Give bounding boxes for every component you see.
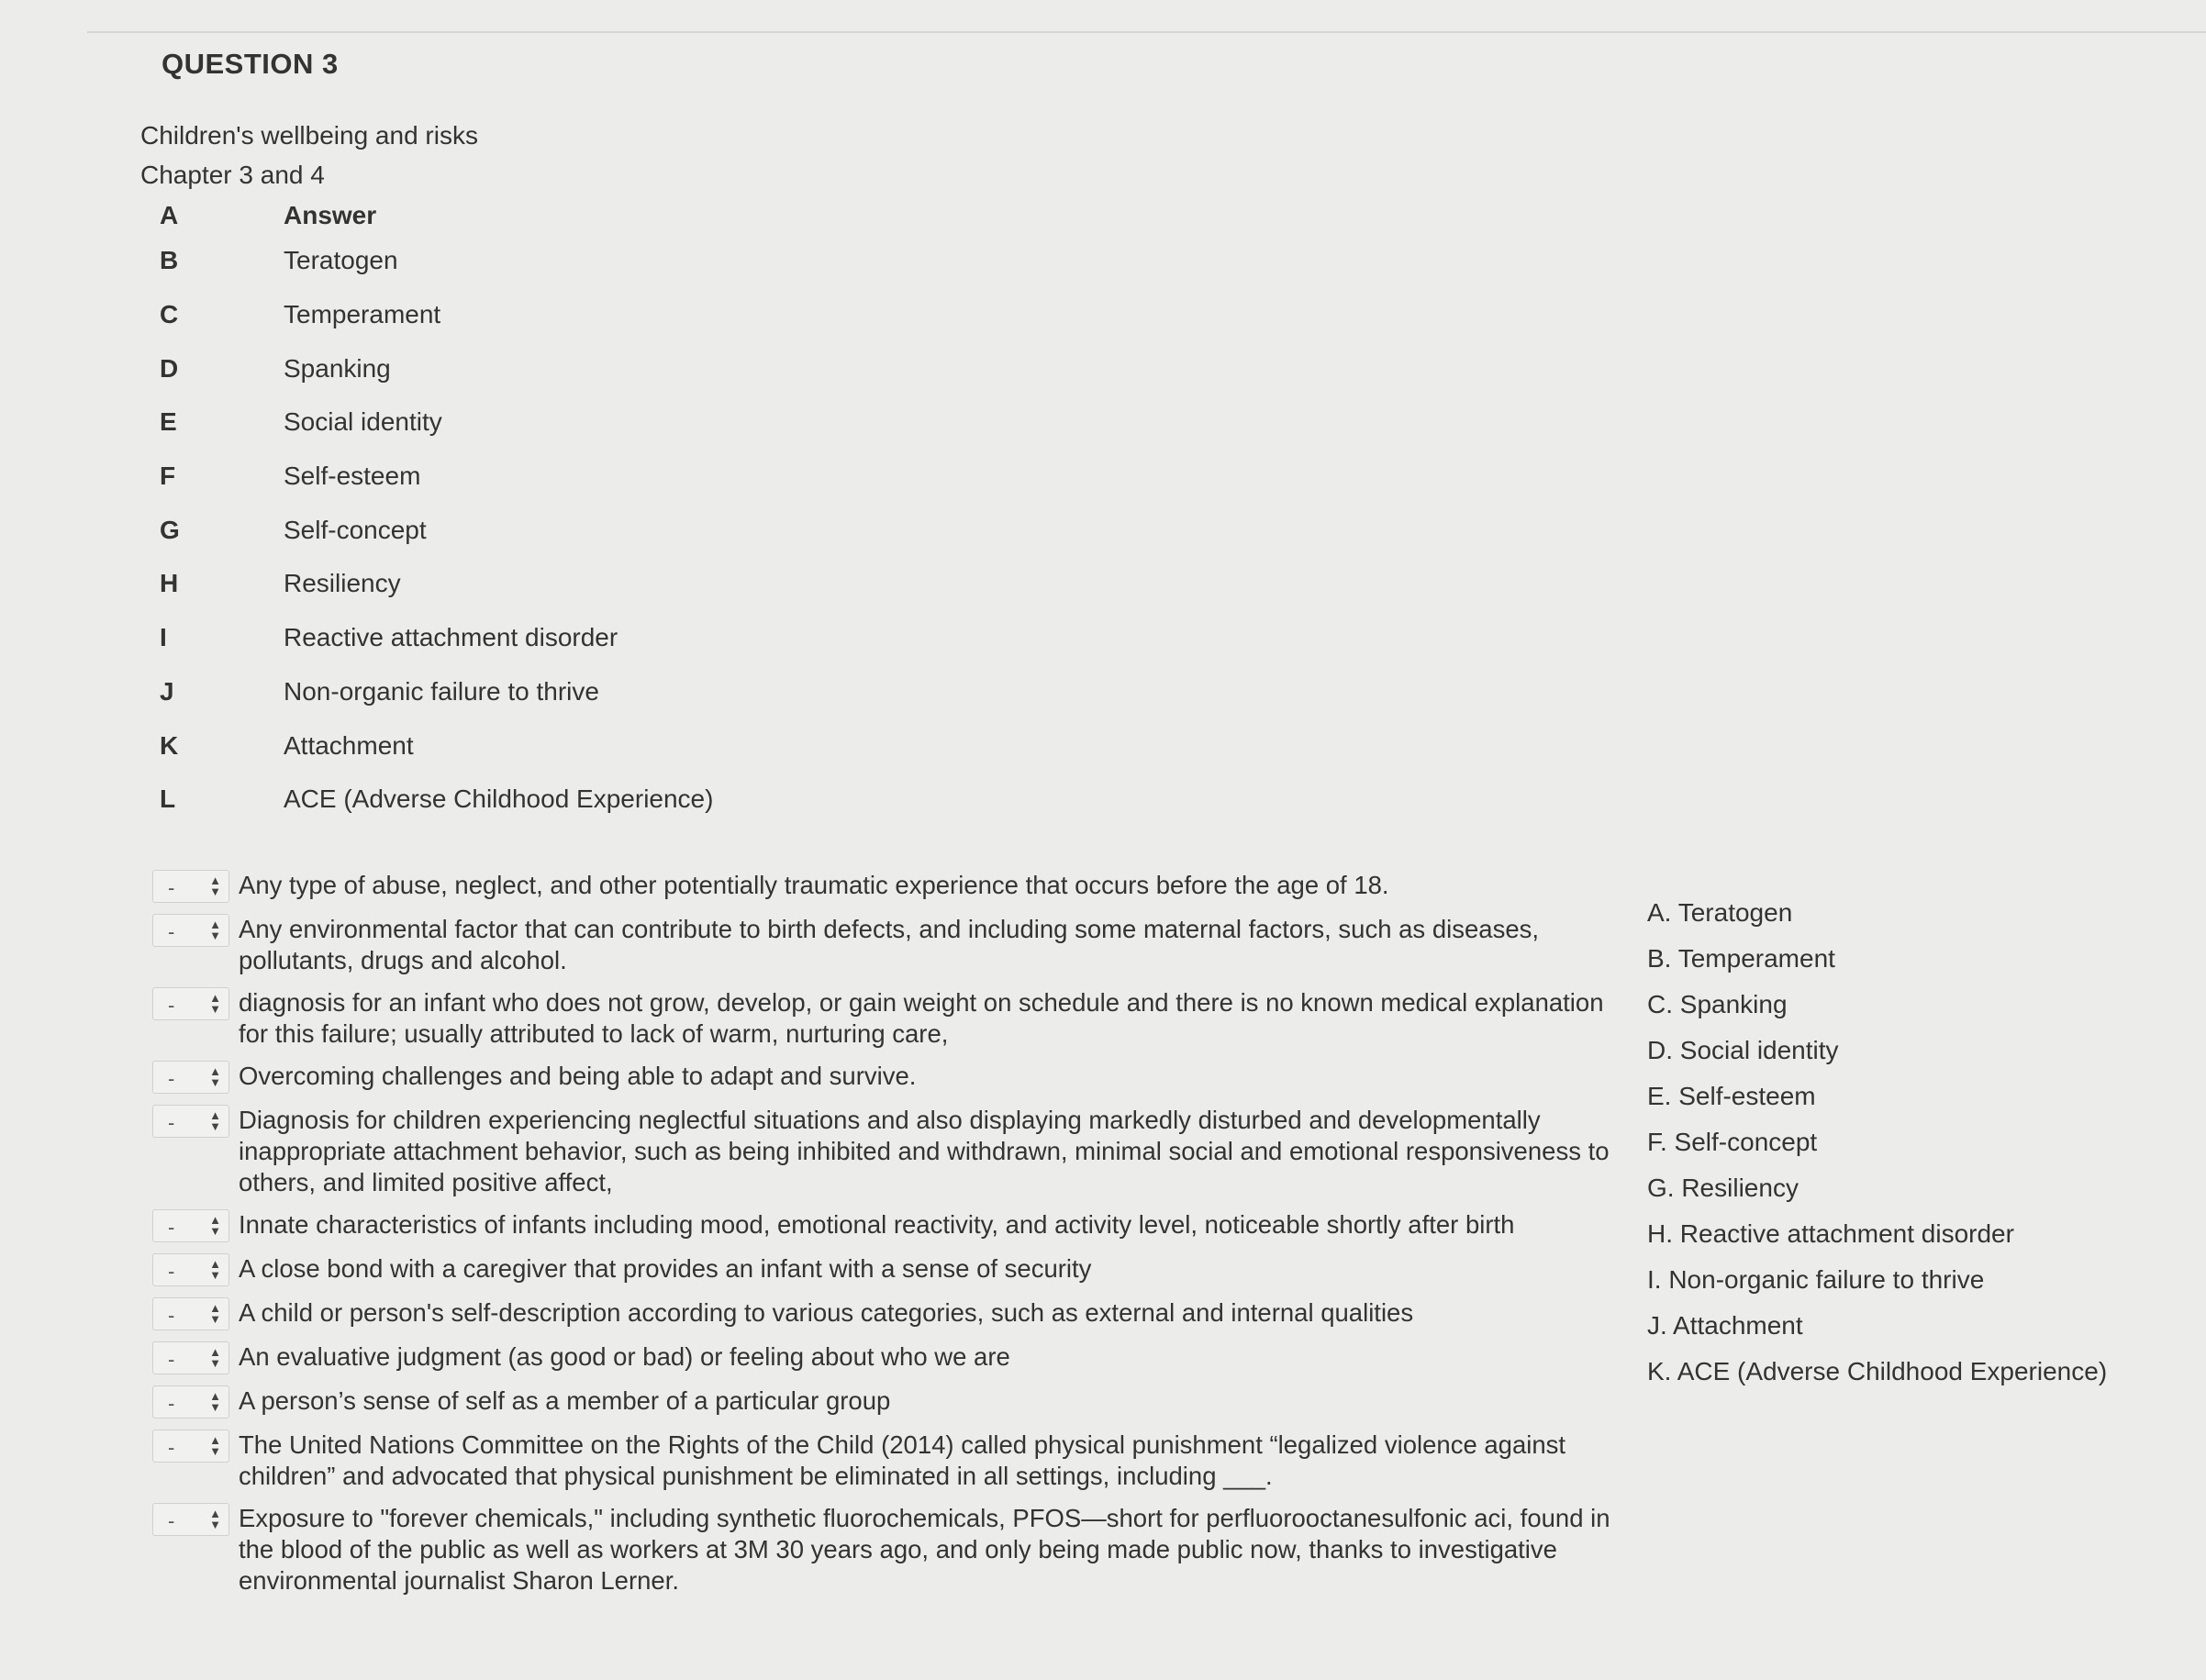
answer-table-row bbox=[152, 450, 713, 504]
row-letter: C bbox=[160, 300, 179, 329]
top-divider bbox=[87, 31, 2206, 33]
answer-select[interactable] bbox=[152, 1430, 229, 1463]
choice-list bbox=[1647, 890, 2107, 1395]
row-term: ACE (Adverse Childhood Experience) bbox=[284, 784, 714, 814]
matching-item-row bbox=[152, 1341, 1639, 1374]
item-description: diagnosis for an infant who does not grow, develop, or gain weight on schedule and there is no known medical explanation for this failure; usually attributed to lack of warm, nurturing care, bbox=[239, 988, 1604, 1048]
answer-select[interactable] bbox=[152, 1503, 229, 1536]
select-value: - bbox=[168, 1392, 175, 1415]
choice-option: D. Social identity bbox=[1647, 1036, 1839, 1064]
select-value: - bbox=[168, 1304, 175, 1327]
item-description: Any type of abuse, neglect, and other potentially traumatic experience that occurs before the age of 18. bbox=[239, 871, 1389, 899]
choice-option: C. Spanking bbox=[1647, 990, 1788, 1018]
matching-item-row bbox=[152, 1385, 1639, 1419]
select-arrows-icon: ▲ ▼ bbox=[209, 991, 221, 1016]
item-description: A close bond with a caregiver that provides an infant with a sense of security bbox=[239, 1254, 1092, 1283]
item-description: Exposure to "forever chemicals," including synthetic fluorochemicals, PFOS—short for perfluorooctanesulfonic aci, found in the blood of the public as well as workers at 3M 30 years ago, and only being made public now, thanks to investigative environmental journalist Sharon Lerner. bbox=[239, 1504, 1610, 1595]
answer-table-row bbox=[152, 611, 713, 665]
matching-item-row bbox=[152, 1105, 1639, 1198]
choice-option: A. Teratogen bbox=[1647, 898, 1793, 927]
matching-items bbox=[152, 870, 1639, 1597]
choice-option: E. Self-esteem bbox=[1647, 1082, 1816, 1110]
answer-select[interactable] bbox=[152, 1385, 229, 1419]
row-letter: B bbox=[160, 246, 179, 275]
item-description: Innate characteristics of infants including mood, emotional reactivity, and activity level, noticeable shortly after birth bbox=[239, 1210, 1515, 1239]
select-value: - bbox=[168, 1436, 175, 1459]
answer-select[interactable] bbox=[152, 870, 229, 903]
answer-table-row bbox=[152, 665, 713, 719]
row-letter: F bbox=[160, 462, 176, 491]
answer-table-row bbox=[152, 557, 713, 611]
answer-select[interactable] bbox=[152, 1341, 229, 1374]
select-arrows-icon: ▲ ▼ bbox=[209, 1213, 221, 1238]
item-description: The United Nations Committee on the Rights of the Child (2014) called physical punishment “legalized violence against children” and advocated that physical punishment be eliminated in all settings, including ___. bbox=[239, 1430, 1566, 1490]
answer-select[interactable] bbox=[152, 1253, 229, 1286]
row-letter: D bbox=[160, 353, 179, 383]
choice-option: G. Resiliency bbox=[1647, 1174, 1799, 1202]
answer-table-row bbox=[152, 288, 713, 342]
select-value: - bbox=[168, 1348, 175, 1371]
answer-select[interactable] bbox=[152, 987, 229, 1020]
row-letter: J bbox=[160, 676, 174, 706]
matching-item-row bbox=[152, 1253, 1639, 1286]
choice-option: F. Self-concept bbox=[1647, 1128, 1818, 1156]
select-value: - bbox=[168, 920, 175, 943]
item-description: Diagnosis for children experiencing neglectful situations and also displaying markedly disturbed and developmentally inappropriate attachment behavior, such as being inhibited and withdrawn, minimal social and emotional responsiveness to others, and limited positive affect, bbox=[239, 1106, 1610, 1196]
choice-option: J. Attachment bbox=[1647, 1311, 1803, 1340]
answer-table-row bbox=[152, 503, 713, 557]
select-arrows-icon: ▲ ▼ bbox=[209, 873, 221, 898]
matching-item-row bbox=[152, 914, 1639, 976]
answer-table-row bbox=[152, 773, 713, 827]
header-answer: Answer bbox=[284, 201, 377, 229]
select-value: - bbox=[168, 1260, 175, 1283]
row-letter: L bbox=[160, 784, 176, 814]
row-term: Spanking bbox=[284, 353, 391, 383]
intro-line-2: Chapter 3 and 4 bbox=[140, 161, 325, 189]
row-letter: G bbox=[160, 515, 180, 544]
answer-select[interactable] bbox=[152, 1061, 229, 1094]
row-term: Attachment bbox=[284, 730, 414, 760]
item-description: An evaluative judgment (as good or bad) or feeling about who we are bbox=[239, 1342, 1010, 1371]
item-description: A child or person's self-description according to various categories, such as external and internal qualities bbox=[239, 1298, 1414, 1327]
row-term: Reactive attachment disorder bbox=[284, 623, 618, 652]
row-term: Social identity bbox=[284, 407, 442, 437]
answer-table-row bbox=[152, 234, 713, 288]
choice-option: K. ACE (Adverse Childhood Experience) bbox=[1647, 1357, 2108, 1385]
select-arrows-icon: ▲ ▼ bbox=[209, 1389, 221, 1414]
choice-option: H. Reactive attachment disorder bbox=[1647, 1219, 2014, 1248]
select-value: - bbox=[168, 1509, 175, 1532]
item-description: Overcoming challenges and being able to adapt and survive. bbox=[239, 1062, 917, 1090]
select-value: - bbox=[168, 876, 175, 899]
select-arrows-icon: ▲ ▼ bbox=[209, 1108, 221, 1133]
answer-select[interactable] bbox=[152, 1297, 229, 1330]
matching-item-row bbox=[152, 1209, 1639, 1242]
item-description: Any environmental factor that can contribute to birth defects, and including some maternal factors, such as diseases, pollutants, drugs and alcohol. bbox=[239, 915, 1540, 974]
matching-item-row bbox=[152, 1297, 1639, 1330]
item-description: A person’s sense of self as a member of a particular group bbox=[239, 1386, 891, 1415]
row-letter: I bbox=[160, 623, 167, 652]
intro-line-1: Children's wellbeing and risks bbox=[140, 121, 478, 150]
select-value: - bbox=[168, 994, 175, 1017]
select-arrows-icon: ▲ ▼ bbox=[209, 1345, 221, 1370]
row-letter: K bbox=[160, 730, 179, 760]
row-term: Teratogen bbox=[284, 246, 398, 275]
select-value: - bbox=[168, 1111, 175, 1134]
answer-select[interactable] bbox=[152, 914, 229, 947]
select-arrows-icon: ▲ ▼ bbox=[209, 1433, 221, 1458]
answer-table-row bbox=[152, 395, 713, 450]
select-value: - bbox=[168, 1216, 175, 1239]
answer-table-header bbox=[152, 197, 713, 234]
question-intro bbox=[140, 116, 478, 195]
answer-select[interactable] bbox=[152, 1209, 229, 1242]
row-term: Resiliency bbox=[284, 569, 401, 598]
select-arrows-icon: ▲ ▼ bbox=[209, 1301, 221, 1326]
matching-item-row bbox=[152, 1430, 1639, 1492]
select-arrows-icon: ▲ ▼ bbox=[209, 1257, 221, 1282]
question-title: QUESTION 3 bbox=[162, 48, 339, 80]
answer-table-row bbox=[152, 718, 713, 773]
matching-item-row bbox=[152, 1503, 1639, 1597]
select-arrows-icon: ▲ ▼ bbox=[209, 1064, 221, 1089]
row-letter: E bbox=[160, 407, 177, 437]
matching-item-row bbox=[152, 1061, 1639, 1094]
header-letter: A bbox=[160, 201, 179, 229]
row-term: Self-esteem bbox=[284, 462, 421, 491]
row-letter: H bbox=[160, 569, 179, 598]
row-term: Temperament bbox=[284, 300, 441, 329]
select-arrows-icon: ▲ ▼ bbox=[209, 1507, 221, 1531]
answer-select[interactable] bbox=[152, 1105, 229, 1138]
answer-table-row bbox=[152, 341, 713, 395]
select-arrows-icon: ▲ ▼ bbox=[209, 918, 221, 942]
answer-table bbox=[152, 197, 713, 827]
row-term: Non-organic failure to thrive bbox=[284, 676, 599, 706]
matching-item-row bbox=[152, 987, 1639, 1050]
row-term: Self-concept bbox=[284, 515, 427, 544]
choice-option: I. Non-organic failure to thrive bbox=[1647, 1265, 1985, 1294]
select-value: - bbox=[168, 1067, 175, 1090]
choice-option: B. Temperament bbox=[1647, 944, 1835, 973]
matching-item-row bbox=[152, 870, 1639, 903]
